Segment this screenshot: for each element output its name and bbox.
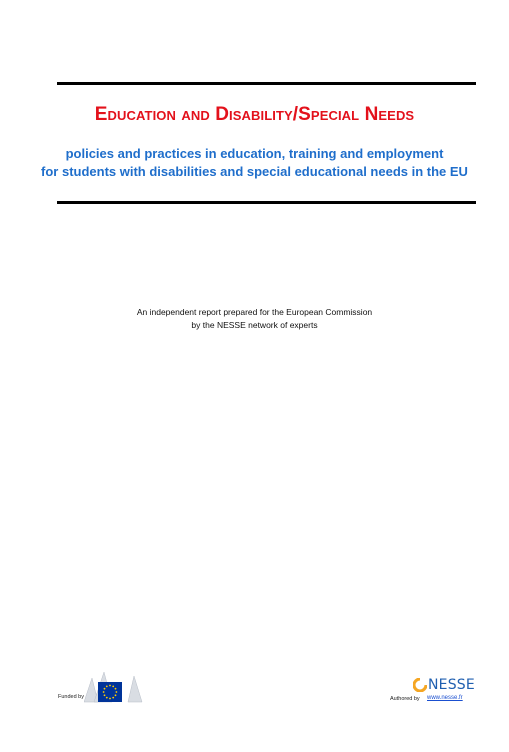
subtitle-line-1: policies and practices in education, training and employment bbox=[65, 146, 444, 161]
bottom-rule bbox=[57, 201, 476, 204]
authored-by-label: Authored by bbox=[390, 696, 420, 702]
report-title: Education and Disability/Special Needs bbox=[94, 104, 415, 125]
nesse-logo-text: NESSE bbox=[428, 677, 475, 693]
nesse-url-link[interactable]: www.nesse.fr bbox=[427, 695, 463, 701]
intro-line-1: An independent report prepared for the European Commission bbox=[136, 307, 373, 317]
funded-by-block bbox=[58, 672, 148, 704]
top-rule bbox=[57, 82, 476, 85]
funded-by-label: Funded by bbox=[58, 694, 84, 700]
nesse-logo bbox=[413, 677, 475, 693]
intro-line-2: by the NESSE network of experts bbox=[191, 320, 318, 330]
european-commission-logo-icon bbox=[84, 672, 144, 704]
subtitle-line-2: for students with disabilities and special educational needs in the EU bbox=[41, 164, 468, 179]
nesse-swirl-icon bbox=[413, 678, 427, 692]
authored-by-block bbox=[386, 677, 486, 707]
